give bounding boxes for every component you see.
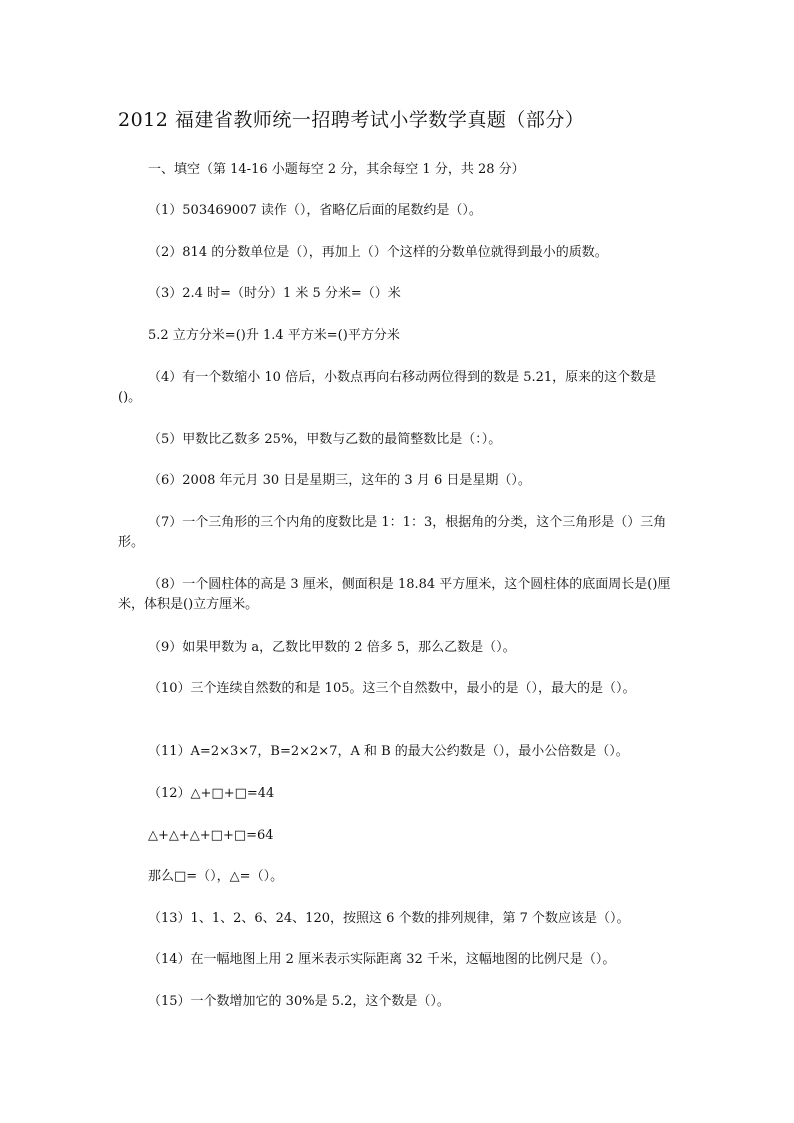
question-9: （9）如果甲数为 a，乙数比甲数的 2 倍多 5，那么乙数是（）。 — [148, 640, 516, 655]
question-10: （10）三个连续自然数的和是 105。这三个自然数中，最小的是（），最大的是（）。 — [148, 681, 636, 696]
question-11: （11）A=2×3×7，B=2×2×7，A 和 B 的最大公约数是（），最小公倍数是（）。 — [148, 744, 629, 759]
question-3-continued: 5.2 立方分米=()升 1.4 平方米=()平方分米 — [148, 328, 400, 343]
page-title: 2012 福建省教师统一招聘考试小学数学真题（部分） — [118, 109, 585, 131]
question-1: （1）503469007 读作（），省略亿后面的尾数约是（）。 — [148, 203, 482, 218]
question-7: （7）一个三角形的三个内角的度数比是 1：1：3，根据角的分类，这个三角形是（）三角形。 — [118, 515, 667, 550]
question-13: （13）1、1、2、6、24、120，按照这 6 个数的排列规律，第 7 个数应该是（）。 — [148, 911, 630, 926]
question-15: （15）一个数增加它的 30%是 5.2，这个数是（）。 — [148, 994, 450, 1009]
question-2: （2）814 的分数单位是（），再加上（）个这样的分数单位就得到最小的质数。 — [148, 245, 608, 260]
question-14: （14）在一幅地图上用 2 厘米表示实际距离 32 千米，这幅地图的比例尺是（）。 — [148, 952, 616, 967]
question-3: （3）2.4 时=（时分）1 米 5 分米=（）米 — [148, 286, 401, 301]
question-5: （5）甲数比乙数多 25%，甲数与乙数的最简整数比是（：）。 — [148, 432, 502, 447]
question-4: （4）有一个数缩小 10 倍后，小数点再向右移动两位得到的数是 5.21，原来的这个数是()。 — [118, 370, 657, 405]
question-12-line-3: 那么□=（），△=（）。 — [148, 869, 284, 884]
question-12: （12）△+□+□=44 — [148, 786, 275, 801]
question-6: （6）2008 年元月 30 日是星期三，这年的 3 月 6 日是星期（）。 — [148, 473, 531, 488]
question-8: （8）一个圆柱体的高是 3 厘米，侧面积是 18.84 平方厘米，这个圆柱体的底面周长是()厘米，体积是()立方厘米。 — [118, 577, 671, 612]
section-heading: 一、填空（第 14-16 小题每空 2 分，其余每空 1 分，共 28 分） — [148, 162, 525, 177]
question-12-line-2: △+△+△+□+□=64 — [148, 828, 274, 843]
